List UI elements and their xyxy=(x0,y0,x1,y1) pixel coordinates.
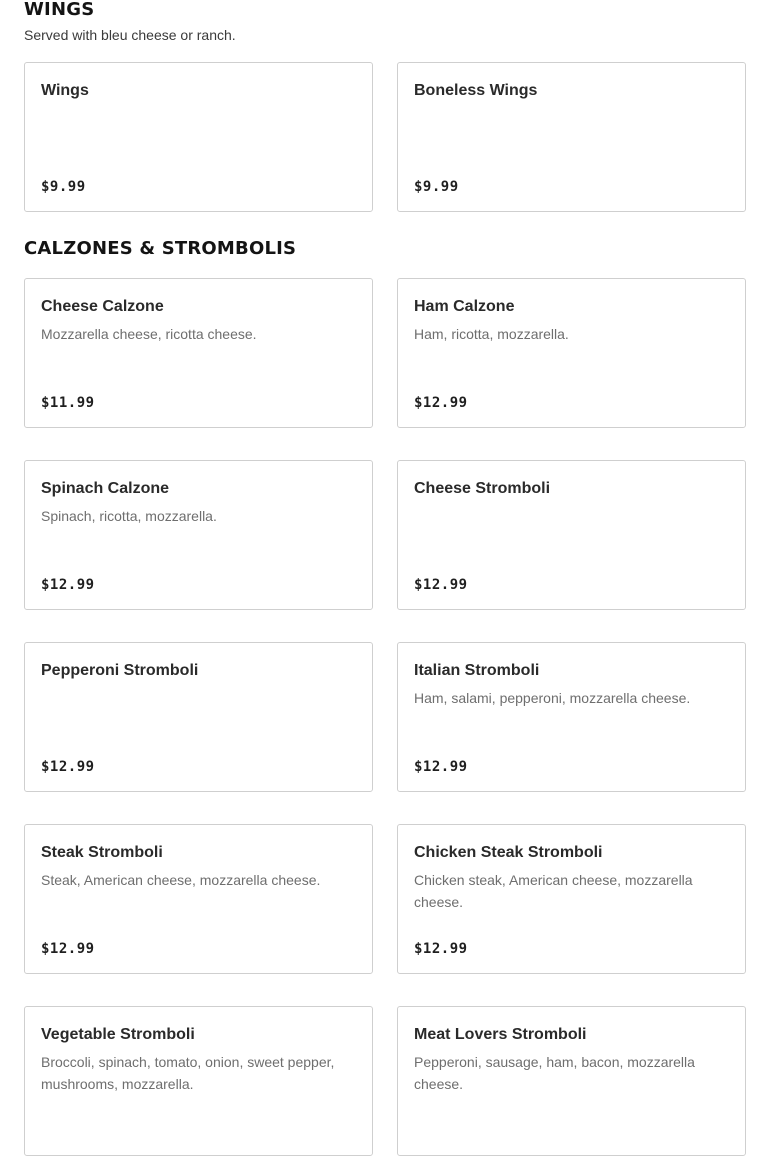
menu-item-name: Boneless Wings xyxy=(414,82,538,99)
menu-item-description: Pepperoni, sausage, ham, bacon, mozzarella cheese. xyxy=(414,1054,695,1092)
menu-item-card[interactable] xyxy=(24,278,373,428)
menu-item-name: Italian Stromboli xyxy=(414,662,540,679)
menu-item-price: $9.99 xyxy=(414,179,459,195)
menu-item-name: Vegetable Stromboli xyxy=(41,1026,195,1043)
menu-item-price: $12.99 xyxy=(414,941,468,957)
menu-item-name: Spinach Calzone xyxy=(41,480,170,497)
menu-item-price: $12.99 xyxy=(41,941,95,957)
menu-item-card[interactable] xyxy=(397,62,746,212)
menu-item-card[interactable] xyxy=(397,460,746,610)
menu-item-description: Mozzarella cheese, ricotta cheese. xyxy=(41,326,257,342)
menu-item-card[interactable] xyxy=(397,642,746,792)
menu-item-name: Wings xyxy=(41,82,89,99)
menu-item-card[interactable] xyxy=(24,62,373,212)
menu-item-description: Ham, salami, pepperoni, mozzarella cheese. xyxy=(414,690,691,706)
menu-item-card[interactable] xyxy=(24,642,373,792)
calzones-grid xyxy=(24,278,746,1156)
wings-grid xyxy=(24,62,746,212)
menu-item-card[interactable] xyxy=(397,824,746,974)
menu-item-description: Chicken steak, American cheese, mozzarella cheese. xyxy=(414,872,693,910)
menu-item-price: $12.99 xyxy=(414,577,468,593)
menu-page xyxy=(24,0,746,1156)
section-title-calzones: CALZONES & STROMBOLIS xyxy=(24,238,297,259)
menu-item-name: Cheese Stromboli xyxy=(414,480,551,497)
menu-item-card[interactable] xyxy=(24,1006,373,1156)
menu-item-description: Steak, American cheese, mozzarella cheese. xyxy=(41,872,321,888)
menu-item-price: $12.99 xyxy=(41,759,95,775)
menu-item-name: Meat Lovers Stromboli xyxy=(414,1026,587,1043)
menu-item-card[interactable] xyxy=(24,460,373,610)
menu-item-price: $12.99 xyxy=(414,395,468,411)
menu-item-description: Ham, ricotta, mozzarella. xyxy=(414,326,569,342)
menu-item-card[interactable] xyxy=(397,1006,746,1156)
menu-item-name: Pepperoni Stromboli xyxy=(41,662,199,679)
menu-item-price: $12.99 xyxy=(414,759,468,775)
menu-item-description: Broccoli, spinach, tomato, onion, sweet pepper, mushrooms, mozzarella. xyxy=(41,1054,335,1092)
section-subtitle-wings: Served with bleu cheese or ranch. xyxy=(24,27,236,43)
menu-item-name: Cheese Calzone xyxy=(41,298,164,315)
menu-item-price: $12.99 xyxy=(41,577,95,593)
menu-item-description: Spinach, ricotta, mozzarella. xyxy=(41,508,217,524)
menu-item-name: Chicken Steak Stromboli xyxy=(414,844,603,861)
section-title-wings: WINGS xyxy=(24,0,95,20)
menu-item-price: $11.99 xyxy=(41,395,95,411)
menu-item-name: Ham Calzone xyxy=(414,298,515,315)
menu-item-name: Steak Stromboli xyxy=(41,844,163,861)
menu-item-card[interactable] xyxy=(397,278,746,428)
menu-item-card[interactable] xyxy=(24,824,373,974)
menu-item-price: $9.99 xyxy=(41,179,86,195)
